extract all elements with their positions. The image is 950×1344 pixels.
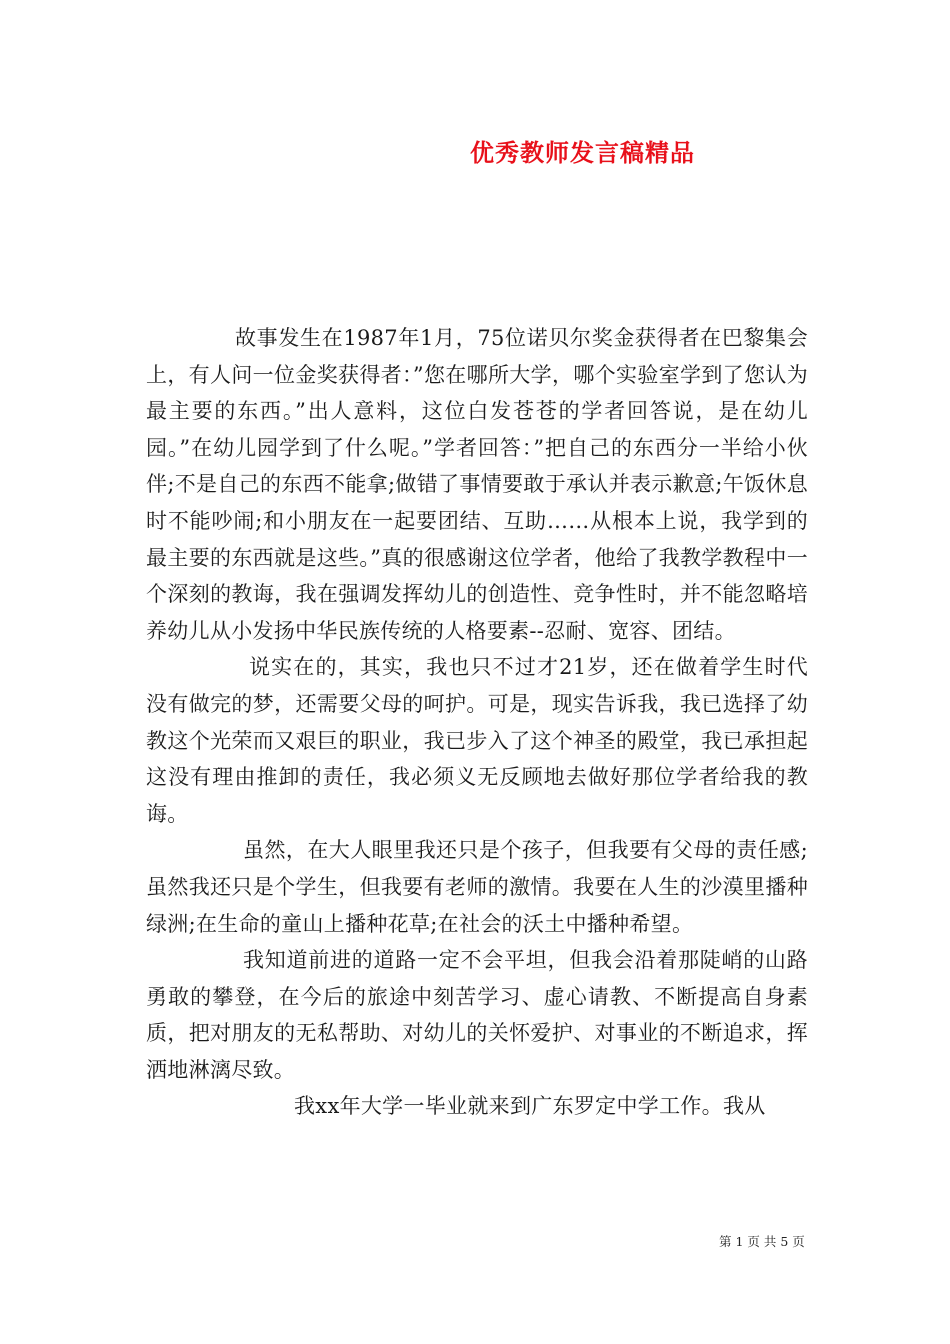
paragraph-3: 虽然，在大人眼里我还只是个孩子，但我要有父母的责任感;虽然我还只是个学生，但我要有老师的激情。我要在人生的沙漠里播种绿洲;在生命的童山上播种花草;在社会的沃土中播种希望。 [146, 838, 808, 936]
document-body [146, 320, 808, 1125]
paragraph-4: 我知道前进的道路一定不会平坦，但我会沿着那陡峭的山路勇敢的攀登，在今后的旅途中刻苦学习、虚心请教、不断提高自身素质，把对朋友的无私帮助、对幼儿的关怀爱护、对事业的不断追求，挥洒地淋漓尽致。 [146, 948, 808, 1082]
document-title: 优秀教师发言稿精品 [470, 138, 695, 167]
paragraph-5: 我xx年大学一毕业就来到广东罗定中学工作。我从 [294, 1094, 766, 1119]
page-number-footer: 第 1 页 共 5 页 [719, 1234, 805, 1249]
paragraph-1: 故事发生在1987年1月，75位诺贝尔奖金获得者在巴黎集会上，有人问一位金奖获得者：”您在哪所大学，哪个实验室学到了您认为最主要的东西。”出人意料，这位白发苍苍的学者回答说，是在幼儿园。”在幼儿园学到了什么呢。”学者回答：”把自己的东西分一半给小伙伴;不是自己的东西不能拿;做错了事情要敢于承认并表示歉意;午饭休息时不能吵闹;和小朋友在一起要团结、互助……从根本上说，我学到的最主要的东西就是这些。”真的很感谢这位学者，他给了我教学教程中一个深刻的教诲，我在强调发挥幼儿的创造性、竞争性时，并不能忽略培养幼儿从小发扬中华民族传统的人格要素--忍耐、宽容、团结。 [146, 326, 808, 643]
paragraph-2: 说实在的，其实，我也只不过才21岁，还在做着学生时代没有做完的梦，还需要父母的呵护。可是，现实告诉我，我已选择了幼教这个光荣而又艰巨的职业，我已步入了这个神圣的殿堂，我已承担起这没有理由推卸的责任，我必须义无反顾地去做好那位学者给我的教诲。 [146, 655, 808, 826]
